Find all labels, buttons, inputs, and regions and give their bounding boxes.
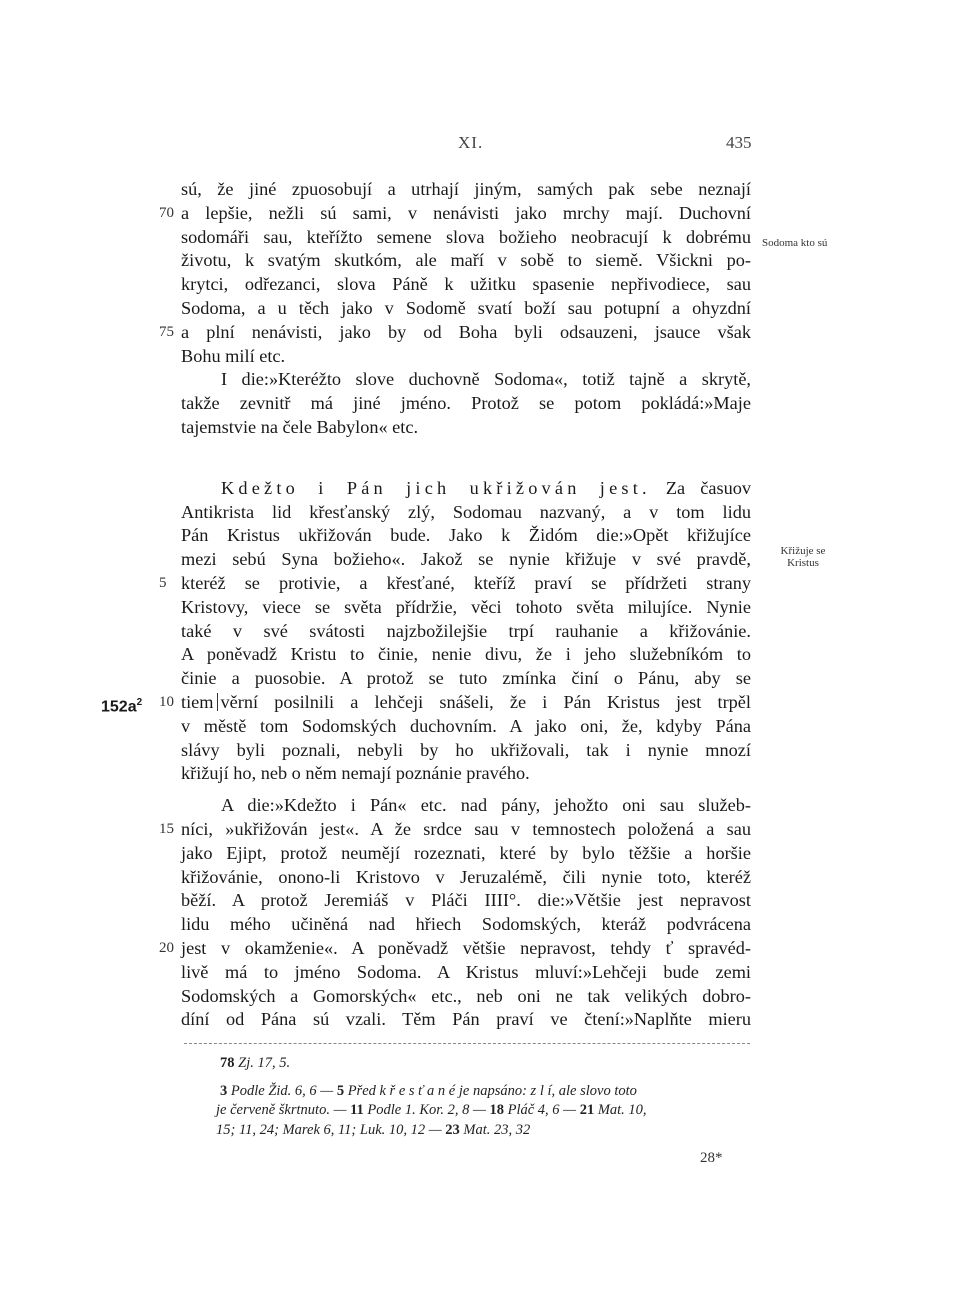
line-number: 5 — [159, 574, 167, 591]
footnote-ref: 11 — [350, 1102, 364, 1118]
text-line: A poněvadž Kristu to činie, nenie divu, že i jeho služebníkóm to — [181, 644, 751, 665]
footnote-text: Podle Žid. 6, 6 — — [230, 1082, 334, 1099]
text-line: slávy byli poznali, nebyli by ho ukřižovali, tak i nynie mnozí — [181, 739, 751, 760]
main-text — [101, 178, 752, 1032]
text-line: Antikrista lid křesťanský zlý, Sodomau nazvaný, a v tom lidu — [181, 501, 751, 522]
text-line: krytci, odřezanci, slova Páně k užitku spasenie nepřivodiece, sau — [181, 274, 751, 295]
footnote-ref: 23 — [445, 1121, 460, 1138]
text-line: livě má to jméno Sodoma. A Kristus mluví:»Lehčeji bude zemi — [181, 961, 751, 982]
text-line-content: Za časuov — [665, 477, 752, 498]
text-line: sodomáři sau, kteřížto semene slova božieho neobracují k dobrému — [181, 226, 751, 247]
text-line-content: kteréž se protivie, a křesťané, kteříž praví se přídržeti strany — [181, 572, 751, 593]
text-line: sú, že jiné zpuosobují a utrhají jiným, samých pak sebe neznají — [181, 179, 751, 199]
footnote-text: Pláč 4, 6 — — [507, 1102, 577, 1118]
section-gap — [181, 440, 751, 477]
footnote-text: Mat. 10, — [597, 1102, 647, 1118]
text-line: díní od Pána sú vzali. Těm Pán praví ve čtení:»Naplňte mieru — [181, 1009, 751, 1030]
text-line: Sodomských a Gomorských« etc., neb oni ne tak velikých dobro- — [181, 985, 751, 1006]
text-line: A die:»Kdežto i Pán« etc. nad pány, jehožto oni sau služeb- — [221, 795, 751, 816]
text-line: jako Ejipt, protož neumějí rozeznati, které by bylo těžšie a horšie — [181, 842, 751, 863]
text-line-content: věrní posilnili a lehčeji snášeli, že i Pán Kristus jest trpěl — [220, 691, 751, 712]
section-heading: Kdežto i Pán jich ukřižován jest. — [221, 477, 651, 498]
text-line: tajemstvie na čele Babylon« etc. — [181, 416, 419, 437]
running-head — [0, 133, 960, 155]
footnote-gap — [220, 1074, 752, 1082]
text-line: takže zevnitř má jiné jméno. Protož se potom pokládá:»Maje — [181, 393, 751, 414]
text-line — [181, 477, 751, 501]
margin-note-line: Křižuje se — [780, 545, 826, 557]
footnote-ref: 3 — [220, 1082, 228, 1099]
text-line: křižují ho, neb o něm nemají poznánie pravého. — [181, 763, 530, 784]
text-line: Pán Kristus ukřižován bude. Jako k Židóm die:»Opět křižujíce — [181, 525, 751, 546]
text-line: Kristovy, viece se světa přídržie, věci tohoto světa milujíce. Nynie — [181, 596, 751, 617]
folio-main: 152a — [101, 698, 137, 716]
text-line-content: níci, »ukřižován jest«. A že srdce sau v temnostech položená a sau — [181, 818, 751, 839]
footnote — [216, 1101, 752, 1121]
text-line: běží. A protož Jeremiáš v Pláči IIII°. die:»Většie jest nepravost — [181, 890, 751, 911]
footnote-ref: 5 — [336, 1082, 345, 1099]
text-line: mezi sebú Syna božieho«. Jakož se nynie křižuje v své pravdě, — [181, 549, 751, 570]
footnote-text: Podle 1. Kor. 2, 8 — — [367, 1102, 486, 1118]
footnote-divider — [184, 1043, 750, 1044]
manuscript-folio — [101, 691, 142, 719]
text-line — [159, 321, 751, 345]
folio-superscript: 2 — [136, 696, 143, 708]
footnote-ref: 21 — [579, 1102, 595, 1118]
paragraph-gap — [181, 786, 751, 794]
text-line: I die:»Kteréžto slove duchovně Sodoma«, totiž tajně a skrytě, — [221, 369, 751, 390]
footnote — [220, 1054, 752, 1074]
footnote-text: je červeně škrtnuto. — — [216, 1102, 347, 1118]
line-number: 75 — [159, 323, 174, 340]
text-line-content: tiem — [181, 691, 214, 712]
text-line: životu, k svatým skutkóm, ale maří v sobě to siemě. Všickni po- — [181, 250, 751, 271]
margin-note-sodoma: Sodoma kto sú — [762, 237, 828, 249]
line-number: 10 — [159, 693, 174, 710]
margin-note-line: Kristus — [787, 557, 819, 569]
text-line — [159, 937, 751, 961]
footnote-text: Před k ř e s ť a n é je napsáno: z l í, ale slovo toto — [347, 1082, 637, 1099]
margin-note-krizuje — [773, 545, 833, 569]
footnote — [220, 1082, 752, 1102]
text-line — [101, 691, 751, 716]
text-line — [159, 572, 751, 596]
text-line — [159, 818, 751, 842]
page-number: 435 — [726, 133, 752, 152]
text-line: lidu mého učiněná nad hřiech Sodomských, kteráž podvrácena — [181, 914, 751, 935]
footnote-ref: 18 — [489, 1102, 504, 1118]
text-line: také v své svátosti najzbožilejšie trpí rauhanie a křižovánie. — [181, 620, 751, 641]
text-line-content: jest v okamženie«. A poněvadž většie nepravost, tehdy ť spravéd- — [181, 937, 751, 958]
line-number: 15 — [159, 820, 174, 837]
text-line-content: a lepšie, nežli sú sami, v nenávisti jako mrchy mají. Duchovní — [181, 202, 751, 223]
signature-mark: 28* — [700, 1150, 723, 1166]
text-line — [159, 202, 751, 226]
footnote — [216, 1121, 752, 1141]
text-line: křižovánie, onono-li Kristovo v Jeruzalémě, čili nynie toto, kteréž — [181, 866, 751, 887]
folio-break-mark — [217, 693, 218, 711]
footnotes — [216, 1054, 752, 1140]
footnote-ref: 78 — [220, 1055, 235, 1071]
footnote-text: Zj. 17, 5. — [238, 1055, 291, 1071]
chapter-number: XI. — [458, 133, 484, 152]
footnote-text: 15; 11, 24; Marek 6, 11; Luk. 10, 12 — — [216, 1121, 442, 1138]
footnote-text: Mat. 23, 32 — [463, 1121, 531, 1138]
text-line: v městě tom Sodomských duchovním. A jako oni, že, kdyby Pána — [181, 715, 751, 736]
line-number: 70 — [159, 204, 174, 221]
text-line: činie a puosobie. A protož se tuto zmínka činí o Pánu, aby se — [181, 668, 751, 689]
text-line-content: a plní nenávisti, jako by od Boha byli odsauzeni, jsauce však — [181, 321, 751, 342]
text-line: Sodoma, a u těch jako v Sodomě svatí boží sau potupní a ohyzdní — [181, 297, 751, 318]
text-line: Bohu milí etc. — [181, 345, 286, 366]
line-number: 20 — [159, 939, 174, 956]
